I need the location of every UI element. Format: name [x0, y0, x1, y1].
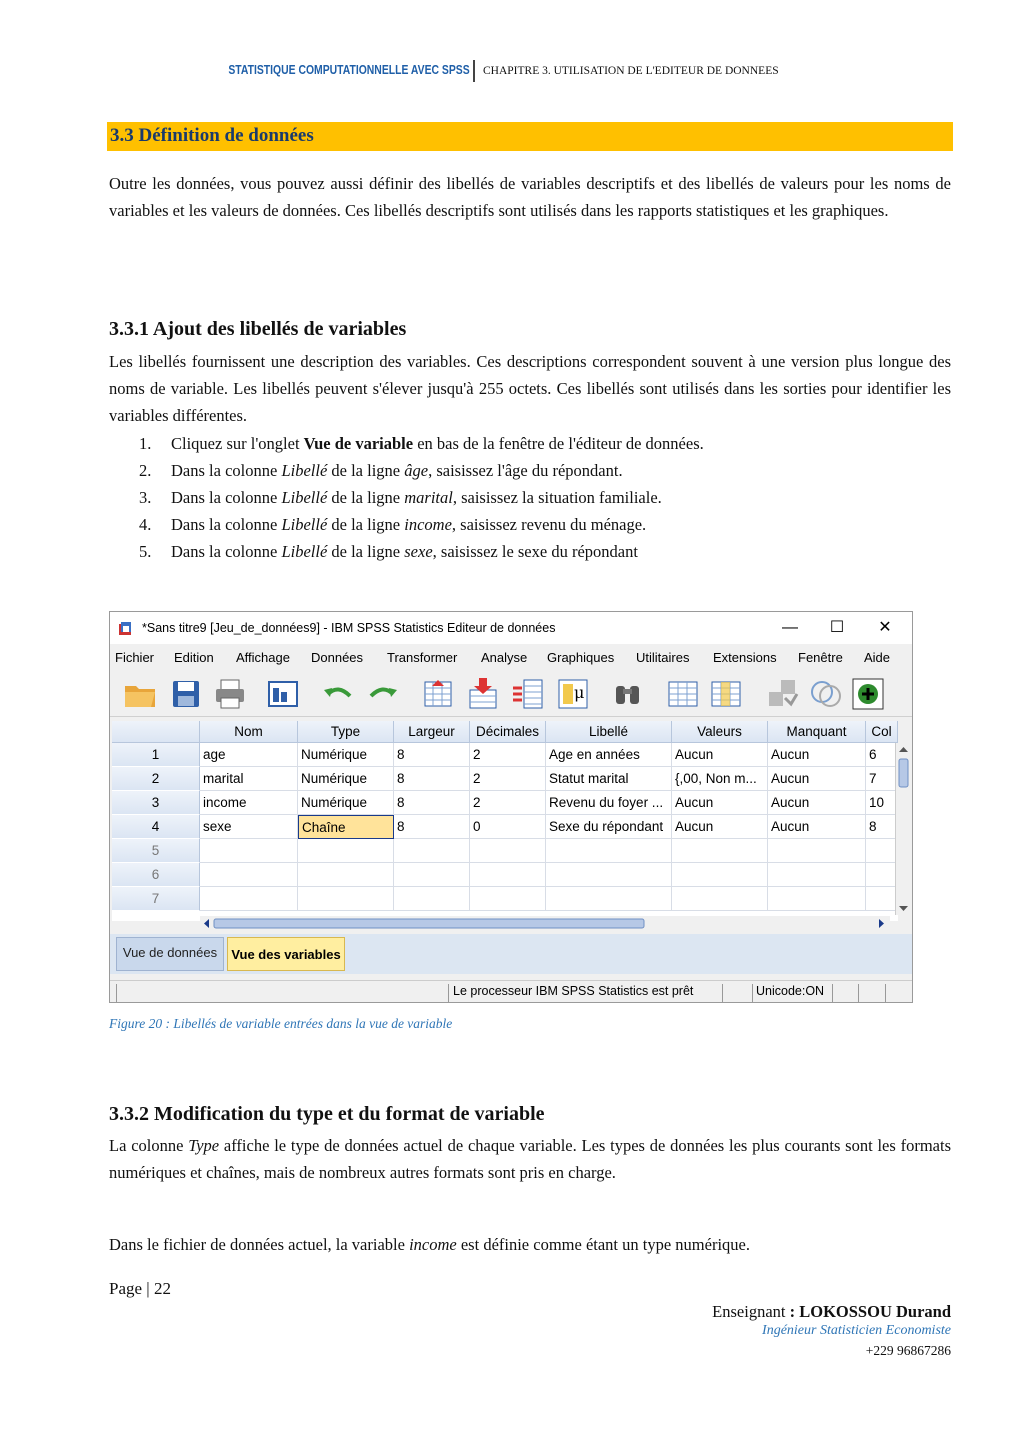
menu-donnees[interactable]: Données — [311, 650, 364, 665]
empty-cell[interactable] — [200, 839, 298, 863]
cell-largeur[interactable]: 8 — [394, 815, 470, 839]
list-item — [109, 457, 951, 484]
spss-app-icon — [118, 621, 133, 636]
cell-valeurs[interactable]: Aucun — [672, 743, 768, 767]
step-text: Cliquez sur l'onglet Vue de variable en bas de la fenêtre de l'éditeur de données. — [171, 434, 704, 453]
column-header-valeurs[interactable]: Valeurs — [672, 721, 768, 743]
empty-cell[interactable] — [298, 863, 394, 887]
page-number: Page | 22 — [109, 1279, 171, 1298]
empty-cell[interactable] — [470, 863, 546, 887]
row-header[interactable]: 4 — [112, 815, 200, 839]
cell-type-selected[interactable]: Chaîne — [298, 815, 394, 839]
list-item — [109, 430, 951, 457]
goto-case-icon[interactable] — [420, 676, 456, 712]
close-button[interactable]: ✕ — [878, 619, 892, 636]
menu-bar — [110, 647, 912, 669]
empty-cell[interactable] — [394, 839, 470, 863]
cell-manquant[interactable]: Aucun — [768, 767, 866, 791]
empty-cell[interactable] — [298, 839, 394, 863]
step-number: 4. — [139, 515, 152, 534]
empty-cell[interactable] — [470, 839, 546, 863]
cell-nom[interactable]: age — [200, 743, 298, 767]
cell-largeur[interactable]: 8 — [394, 743, 470, 767]
section-title: 3.3 Définition de données — [110, 125, 314, 146]
running-header — [0, 60, 1023, 84]
teacher-phone: +229 96867286 — [865, 1343, 951, 1358]
cell-valeurs[interactable]: Aucun — [672, 791, 768, 815]
window-title: *Sans titre9 [Jeu_de_données9] - IBM SPSS Statistics Editeur de données — [142, 621, 556, 635]
column-header-libelle[interactable]: Libellé — [546, 721, 672, 743]
cell-type[interactable]: Numérique — [298, 767, 394, 791]
empty-cell[interactable] — [768, 863, 866, 887]
steps-list — [109, 430, 951, 565]
subsection-1-paragraph: Les libellés fournissent une description des variables. Ces descriptions correspondent souvent à une version plus longue des noms de variable. Les libellés peuvent s'élever jusqu'à 255 octets. Ces libellés sont utilisés dans les sorties pour identifier les variables différentes. — [109, 352, 951, 425]
menu-edition[interactable]: Edition — [174, 650, 214, 665]
teacher-line: Enseignant : LOKOSSOU Durand — [712, 1302, 951, 1321]
empty-cell[interactable] — [768, 839, 866, 863]
step-text: Dans la colonne Libellé de la ligne marital, saisissez la situation familiale. — [171, 488, 662, 507]
status-unicode: Unicode:ON — [756, 984, 825, 998]
window-titlebar — [110, 612, 912, 644]
row-header[interactable]: 2 — [112, 767, 200, 791]
menu-analyse[interactable]: Analyse — [481, 650, 528, 665]
view-tabs — [110, 934, 912, 974]
goto-variable-icon[interactable] — [465, 676, 501, 712]
cell-type[interactable]: Numérique — [298, 791, 394, 815]
value-labels-icon[interactable] — [765, 676, 801, 712]
cell-manquant[interactable]: Aucun — [768, 743, 866, 767]
insert-variable-icon[interactable] — [708, 676, 744, 712]
insert-cases-icon[interactable] — [665, 676, 701, 712]
intro-paragraph: Outre les données, vous pouvez aussi définir des libellés de variables descriptifs et des libellés de valeurs pour les noms de variables et les valeurs de données. Ces libellés descriptifs sont utilisés dans les rapports statistiques et les graphiques. — [109, 174, 951, 220]
menu-transformer[interactable]: Transformer — [387, 650, 458, 665]
step-number: 5. — [139, 542, 152, 561]
teacher-title: Ingénieur Statisticien Economiste — [762, 1323, 951, 1338]
empty-cell[interactable] — [672, 887, 768, 911]
step-text: Dans la colonne Libellé de la ligne income, saisissez revenu du ménage. — [171, 515, 647, 534]
cell-decimales[interactable]: 2 — [470, 791, 546, 815]
empty-cell[interactable] — [866, 839, 898, 863]
empty-cell[interactable] — [470, 887, 546, 911]
subsection-title-2: 3.3.2 Modification du type et du format de variable — [109, 1103, 545, 1125]
status-bar — [110, 980, 912, 1003]
menu-fichier[interactable]: Fichier — [115, 650, 155, 665]
redo-icon[interactable] — [365, 676, 401, 712]
status-processor: Le processeur IBM SPSS Statistics est prêt — [453, 984, 694, 998]
column-header-type[interactable]: Type — [298, 721, 394, 743]
empty-cell[interactable] — [200, 887, 298, 911]
empty-cell[interactable] — [394, 887, 470, 911]
variables-icon[interactable] — [510, 676, 546, 712]
step-text: Dans la colonne Libellé de la ligne âge, saisissez l'âge du répondant. — [171, 461, 623, 480]
section-heading — [107, 122, 953, 151]
empty-cell[interactable] — [866, 887, 898, 911]
menu-fenetre[interactable]: Fenêtre — [798, 650, 843, 665]
recall-dialog-icon[interactable] — [265, 676, 301, 712]
run-descriptives-icon[interactable] — [555, 676, 591, 712]
figure-caption: Figure 20 : Libellés de variable entrées dans la vue de variable — [109, 1016, 453, 1031]
empty-cell[interactable] — [546, 887, 672, 911]
tab-variable-view[interactable]: Vue des variables — [227, 937, 345, 971]
row-header[interactable]: 5 — [112, 839, 200, 863]
use-variable-sets-icon[interactable] — [808, 676, 844, 712]
add-extension-icon[interactable] — [850, 676, 886, 712]
header-chapter-title: CHAPITRE 3. UTILISATION DE L'EDITEUR DE DONNEES — [483, 65, 779, 77]
cell-type[interactable]: Numérique — [298, 743, 394, 767]
column-header-decimales[interactable]: Décimales — [470, 721, 546, 743]
svg-text:μ: μ — [574, 683, 585, 702]
subsection-2-paragraph: La colonne Type affiche le type de données actuel de chaque variable. Les types de données les plus courants sont les formats numériques et chaînes, mais de nombreux autres formats sont pris en charge. — [109, 1136, 952, 1182]
header-book-title: STATISTIQUE COMPUTATIONNELLE AVEC SPSS — [228, 62, 470, 77]
empty-cell[interactable] — [394, 863, 470, 887]
empty-cell[interactable] — [200, 863, 298, 887]
maximize-button[interactable]: ☐ — [829, 619, 845, 636]
cell-largeur[interactable]: 8 — [394, 791, 470, 815]
tab-data-view[interactable]: Vue de données — [116, 937, 224, 971]
minimize-button[interactable]: — — [782, 619, 798, 636]
empty-cell[interactable] — [672, 863, 768, 887]
horizontal-scrollbar[interactable] — [200, 916, 890, 931]
cell-manquant[interactable]: Aucun — [768, 815, 866, 839]
empty-cell[interactable] — [298, 887, 394, 911]
step-number: 3. — [139, 488, 152, 507]
vertical-scrollbar[interactable] — [895, 743, 911, 915]
cell-col[interactable]: 6 — [866, 743, 898, 767]
find-icon[interactable] — [610, 676, 646, 712]
subsection-title-1: 3.3.1 Ajout des libellés de variables — [109, 318, 407, 340]
empty-cell[interactable] — [768, 887, 866, 911]
toolbar — [110, 672, 912, 717]
cell-libelle[interactable]: Revenu du foyer ... — [546, 791, 672, 815]
menu-utilitaires[interactable]: Utilitaires — [636, 650, 690, 665]
menu-extensions[interactable]: Extensions — [713, 650, 777, 665]
row-header[interactable]: 6 — [112, 863, 200, 887]
subsection-2-paragraph-2: Dans le fichier de données actuel, la variable income est définie comme étant un type numérique. — [109, 1235, 750, 1254]
header-separator — [473, 60, 475, 82]
step-text: Dans la colonne Libellé de la ligne sexe, saisissez le sexe du répondant — [171, 542, 638, 561]
row-header[interactable]: 7 — [112, 887, 200, 911]
cell-nom[interactable]: income — [200, 791, 298, 815]
save-icon[interactable] — [168, 676, 204, 712]
list-item — [109, 511, 951, 538]
menu-affichage[interactable]: Affichage — [236, 650, 290, 665]
menu-aide[interactable]: Aide — [864, 650, 891, 665]
empty-cell[interactable] — [866, 863, 898, 887]
list-item — [109, 538, 951, 565]
empty-cell[interactable] — [672, 839, 768, 863]
cell-decimales[interactable]: 2 — [470, 743, 546, 767]
row-header[interactable]: 3 — [112, 791, 200, 815]
corner-header — [112, 721, 200, 743]
cell-col[interactable]: 10 — [866, 791, 898, 815]
cell-libelle[interactable]: Age en années — [546, 743, 672, 767]
spss-window — [109, 611, 913, 1003]
empty-cell[interactable] — [546, 839, 672, 863]
cell-col[interactable]: 7 — [866, 767, 898, 791]
column-header-largeur[interactable]: Largeur — [394, 721, 470, 743]
list-item — [109, 484, 951, 511]
cell-libelle[interactable]: Statut marital — [546, 767, 672, 791]
column-header-col[interactable]: Col — [866, 721, 898, 743]
cell-decimales[interactable]: 2 — [470, 767, 546, 791]
cell-col[interactable]: 8 — [866, 815, 898, 839]
cell-decimales[interactable]: 0 — [470, 815, 546, 839]
column-header-manquant[interactable]: Manquant — [768, 721, 866, 743]
undo-icon[interactable] — [320, 676, 356, 712]
empty-cell[interactable] — [546, 863, 672, 887]
cell-valeurs[interactable]: {,00, Non m... — [672, 767, 768, 791]
cell-nom[interactable]: marital — [200, 767, 298, 791]
step-number: 1. — [139, 434, 152, 453]
variable-view-grid — [112, 721, 898, 921]
menu-graphiques[interactable]: Graphiques — [547, 650, 615, 665]
row-header[interactable]: 1 — [112, 743, 200, 767]
cell-valeurs[interactable]: Aucun — [672, 815, 768, 839]
step-number: 2. — [139, 461, 152, 480]
cell-nom[interactable]: sexe — [200, 815, 298, 839]
column-header-nom[interactable]: Nom — [200, 721, 298, 743]
cell-libelle[interactable]: Sexe du répondant — [546, 815, 672, 839]
cell-largeur[interactable]: 8 — [394, 767, 470, 791]
cell-manquant[interactable]: Aucun — [768, 791, 866, 815]
print-icon[interactable] — [212, 676, 248, 712]
open-folder-icon[interactable] — [122, 676, 158, 712]
